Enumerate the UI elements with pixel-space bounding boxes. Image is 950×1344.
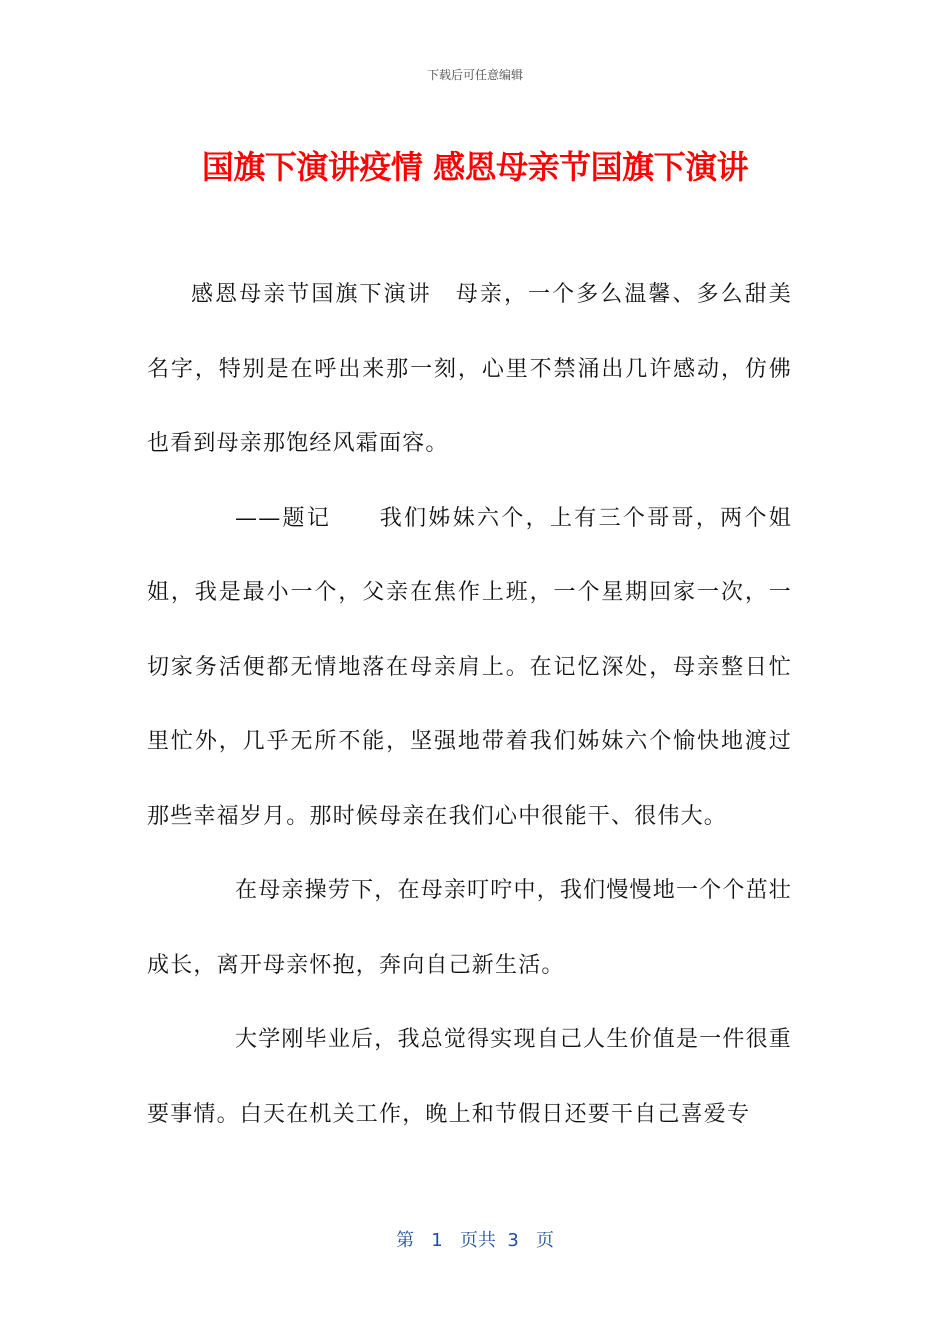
current-page-number: 1 [431, 1230, 443, 1251]
page-label-prefix: 第 [396, 1230, 415, 1251]
page-label-mid: 页共 [459, 1230, 496, 1251]
paragraph: ——题记 我们姊妹六个，上有三个哥哥，两个姐姐，我是最小一个，父亲在焦作上班，一个星期回家一次，一切家务活便都无情地落在母亲肩上。在记忆深处，母亲整日忙里忙外，几乎无所不能，坚强地带着我们姊妹六个愉快地渡过那些幸福岁月。那时候母亲在我们心中很能干、很伟大。 [147, 505, 792, 829]
document-title: 国旗下演讲疫情 感恩母亲节国旗下演讲 [201, 148, 749, 186]
total-pages-number: 3 [507, 1230, 519, 1251]
document-body [147, 258, 792, 1152]
page-number-footer [0, 1226, 950, 1252]
header-note: 下载后可任意编辑 [426, 68, 523, 82]
paragraph: 大学刚毕业后，我总觉得实现自己人生价值是一件很重要事情。白天在机关工作，晚上和节假日还要干自己喜爱专 [147, 1027, 792, 1127]
paragraph: 在母亲操劳下，在母亲叮咛中，我们慢慢地一个个茁壮成长，离开母亲怀抱，奔向自己新生活。 [147, 878, 792, 978]
page-label-suffix: 页 [535, 1230, 554, 1251]
paragraph: 感恩母亲节国旗下演讲 母亲，一个多么温馨、多么甜美名字，特别是在呼出来那一刻，心里不禁涌出几许感动，仿佛也看到母亲那饱经风霜面容。 [147, 282, 792, 456]
